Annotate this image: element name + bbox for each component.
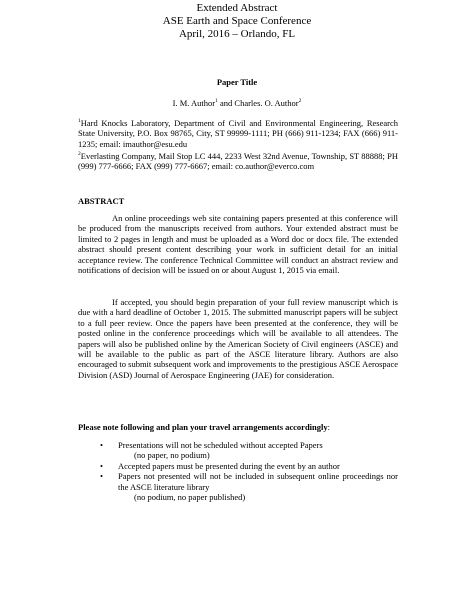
affiliation-2 — [78, 151, 398, 172]
author-joiner: and — [217, 98, 235, 108]
travel-note-heading-colon: : — [327, 422, 331, 432]
abstract-paragraph-2: If accepted, you should begin preparation of your full review manuscript which is due with a hard deadline of October 1, 2015. The submitted manuscript papers will be subject to a full peer review. Once the papers have been presented at the conference, they will be posted online in the conference proceedings which will be available to all attendees. The papers will also be published online by the American Society of Civil engineers (ASCE) and will be available to the public as part of the ASCE literature library. Authors are also encouraged to submit subsequent work and improvements to the prestigious ASCE Aerospace Division (ASD) Journal of Aerospace Engineering (JAE) for consideration. — [78, 297, 398, 380]
author-1: I. M. Author — [172, 98, 216, 108]
list-item — [100, 461, 398, 471]
author-1-marker: 1 — [215, 98, 218, 105]
abstract-heading: ABSTRACT — [78, 196, 125, 206]
list-item-text: Accepted papers must be presented during the event by an author — [118, 460, 340, 471]
list-item-text: Papers not presented will not be included in subsequent online proceedings nor the ASCE literature library — [118, 471, 398, 492]
list-item-subtext: (no paper, no podium) — [134, 450, 210, 461]
affiliation-1-marker: 1 — [78, 118, 81, 125]
travel-note-heading — [78, 422, 330, 432]
affiliation-2-marker: 2 — [78, 151, 81, 158]
list-item — [100, 440, 398, 461]
travel-note-list — [100, 440, 398, 502]
header-line-conference: ASE Earth and Space Conference — [162, 15, 312, 27]
header-line-extended-abstract: Extended Abstract — [196, 2, 278, 14]
document-header — [0, 2, 474, 41]
affiliation-1-text: Hard Knocks Laboratory, Department of Civil and Environmental Engineering, Research State University, P.O. Box 98765, City, ST 99999-1111; PH (666) 911-1234; FAX (666) 911-1235; email: imauthor@esu.edu — [78, 118, 398, 149]
list-item-subtext: (no podium, no paper published) — [134, 492, 246, 503]
header-line-date-location: April, 2016 – Orlando, FL — [178, 28, 296, 40]
author-2-marker: 2 — [298, 98, 302, 105]
paper-title: Paper Title — [216, 77, 258, 87]
bullet-icon: • — [100, 440, 103, 450]
list-item-text: Presentations will not be scheduled without accepted Papers — [118, 440, 323, 450]
travel-note-heading-text: Please note following and plan your travel arrangements accordingly — [78, 422, 328, 432]
list-item — [100, 471, 398, 502]
author-2: Charles. O. Author — [234, 98, 299, 108]
affiliation-1 — [78, 118, 398, 149]
bullet-icon: • — [100, 460, 103, 471]
affiliation-2-text: Everlasting Company, Mail Stop LC 444, 2233 West 32nd Avenue, Township, ST 88888; PH (999) 777-6666; FAX (999) 777-6667; email: co.author@everco.com — [78, 151, 398, 172]
bullet-icon: • — [100, 471, 103, 482]
abstract-paragraph-1: An online proceedings web site containing papers presented at this conference will be produced from the manuscripts received from authors. Your extended abstract must be limited to 2 pages in length and must be uploaded as a Word doc or docx file. The extended abstract should present content describing your work in sufficient detail for an initial acceptance review. The conference Technical Committee will conduct an abstract review and notifications of decision will be issued on or about August 1, 2015 via email. — [78, 213, 398, 276]
author-line — [0, 98, 474, 108]
